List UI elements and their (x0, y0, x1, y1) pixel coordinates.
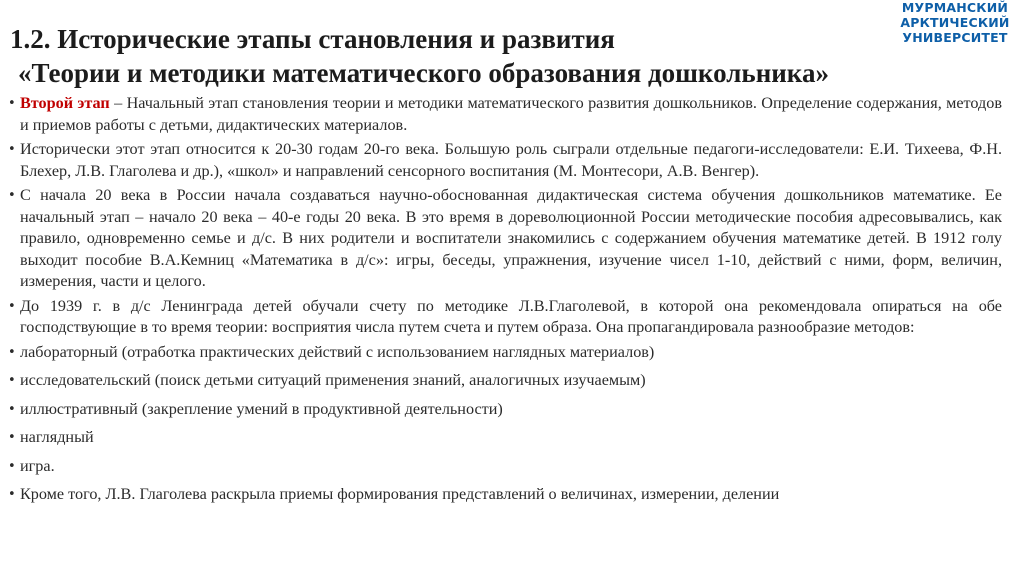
bullet-icon: • (8, 96, 16, 111)
bullet-icon: • (8, 142, 16, 157)
logo-line-2: АРКТИЧЕСКИЙ (900, 15, 1010, 30)
bullet-icon: • (8, 487, 16, 502)
bullet-icon: • (8, 430, 16, 445)
logo-line-1: МУРМАНСКИЙ (901, 0, 1009, 15)
university-logo (890, 0, 1020, 45)
logo-line-3: УНИВЕРСИТЕТ (902, 30, 1008, 45)
list-item (8, 342, 1002, 364)
list-item (8, 139, 1002, 182)
list-item (8, 185, 1002, 293)
list-item (8, 427, 1002, 449)
item-text: Кроме того, Л.В. Глаголева раскрыла приемы формирования представлений о величинах, измерении, делении (20, 485, 780, 503)
slide-content (8, 93, 1002, 513)
item-text: Исторически этот этап относится к 20-30 годам 20-го века. Большую роль сыграли отдельные педагоги-исследователи: Е.И. Тихеева, Ф.Н. Блехер, Л.В. Глаголева и др.), «школ» и направлений сенсорного воспитания (М. Монтесори, А.В. Венгер). (20, 140, 1002, 180)
item-text: – Начальный этап становления теории и методики математического развития дошкольников. Определение содержания, методов и приемов работы с детьми, дидактических материалов. (20, 94, 1002, 134)
list-item (8, 399, 1002, 421)
item-text: иллюстративный (закрепление умений в продуктивной деятельности) (20, 399, 503, 418)
item-text: игра. (20, 456, 55, 475)
item-text: До 1939 г. в д/с Ленинграда детей обучали счету по методике Л.В.Глаголевой, в которой она рекомендовала опираться на обе господствующие в то время теории: восприятия числа путем счета и путем образа. Она пропагандировала разнообразие методов: (20, 296, 1002, 336)
list-item (8, 296, 1002, 339)
title-line-1: 1.2. Исторические этапы становления и развития (10, 24, 615, 54)
bullet-icon: • (8, 298, 16, 314)
list-item (8, 456, 1002, 478)
bullet-icon: • (8, 458, 16, 474)
list-item (8, 93, 1002, 136)
list-item (8, 370, 1002, 392)
item-text: исследовательский (поиск детьми ситуаций применения знаний, аналогичных изучаемым) (20, 371, 646, 389)
stage-highlight: Второй этап (20, 94, 110, 112)
list-item (8, 484, 1002, 506)
item-text: С начала 20 века в России начала создаваться научно-обоснованная дидактическая система обучения дошкольников математике. Ее начальный этап – начало 20 века – 40-е годы 20 века. В это время в дореволюционной России методические пособия адресовывались, как правило, одновременно семье и д/с. В них родители и воспитатели знакомились с содержанием обучения математике детей. В 1912 голу выходит пособие В.А.Кемниц «Математика в д/с»: игры, беседы, упражнения, изучение чисел 1-10, действий с ними, форм, величин, измерения, части и целого. (20, 186, 1002, 290)
item-text: лабораторный (отработка практических действий с использованием наглядных материалов) (20, 342, 655, 361)
bullet-icon: • (8, 344, 16, 360)
bullet-icon: • (8, 373, 16, 388)
slide-title (10, 22, 890, 90)
bullet-icon: • (8, 188, 16, 203)
item-text: наглядный (20, 428, 94, 446)
bullet-icon: • (8, 401, 16, 417)
title-line-2: «Теории и методики математического образования дошкольника» (18, 58, 829, 88)
